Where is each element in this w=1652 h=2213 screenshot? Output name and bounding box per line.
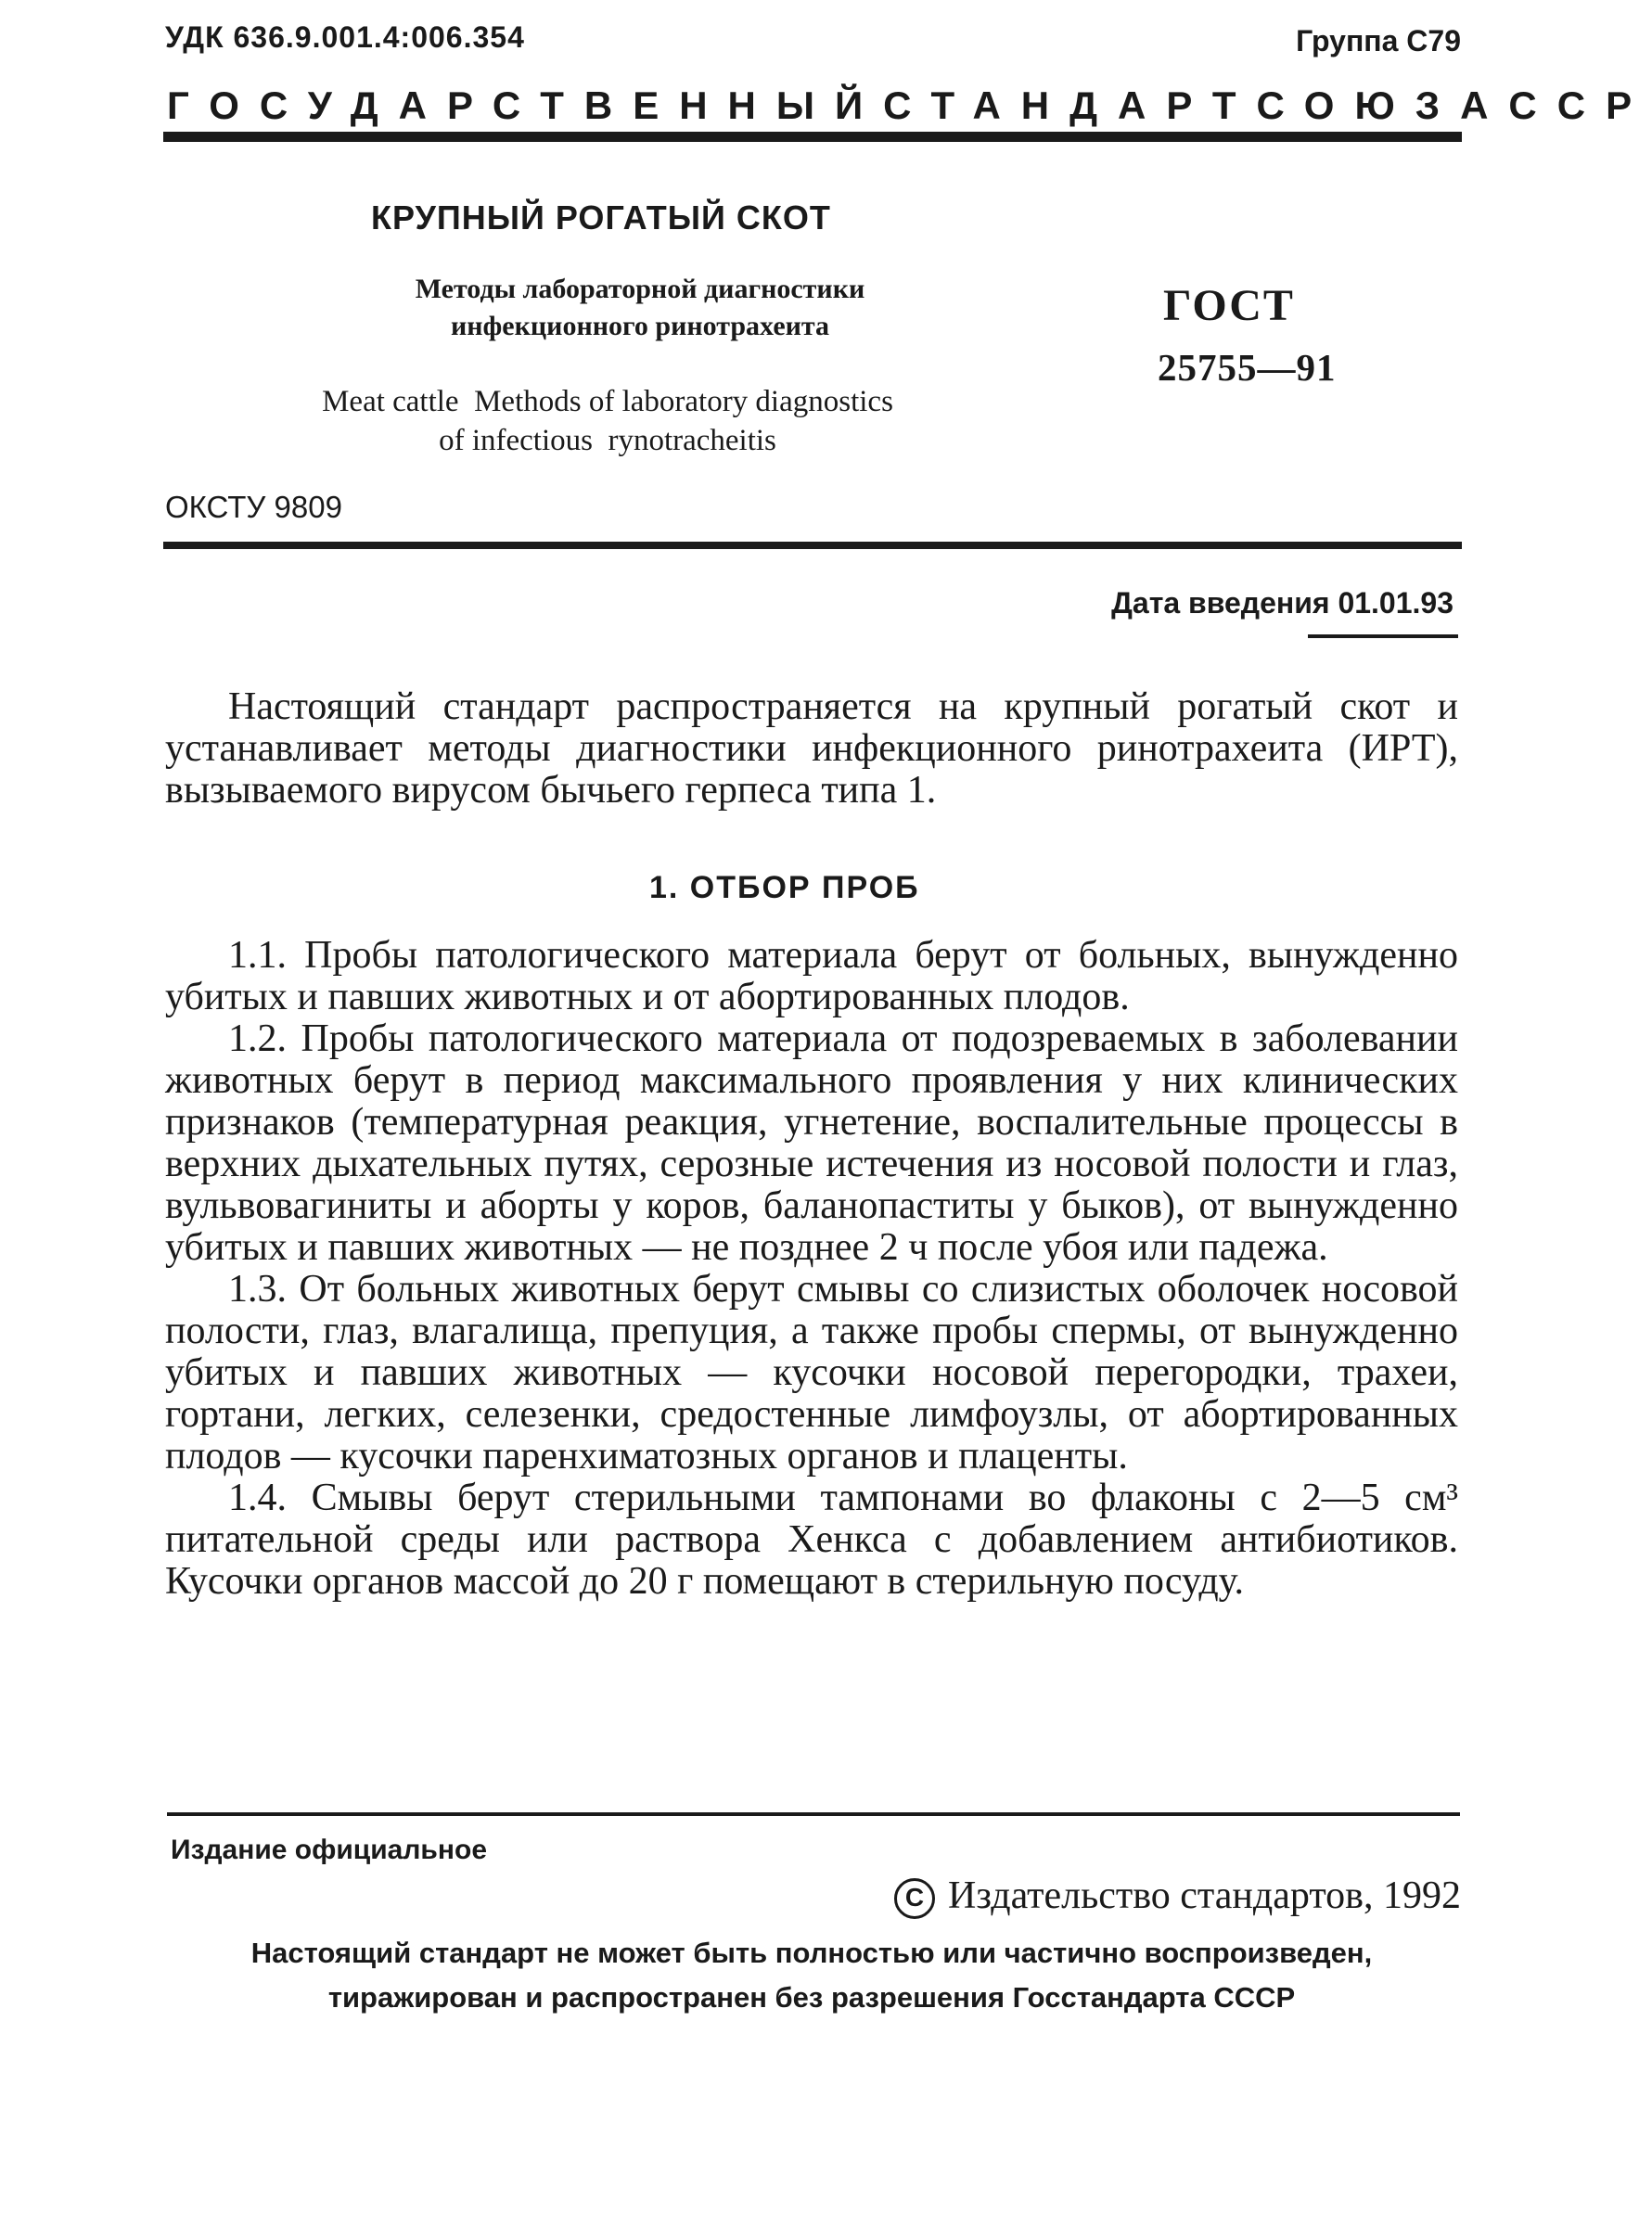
- section-paragraph: 1.1. Пробы патологического материала берут от больных, вынужденно убитых и павших животных и от абортированных плодов.: [165, 934, 1458, 1018]
- notice-line: Настоящий стандарт не может быть полностью или частично воспроизведен,: [250, 1937, 1373, 1969]
- subtitle-en-line: Meat cattle Methods of laboratory diagnostics: [322, 385, 893, 418]
- state-standard-word: СТАНДАРТ: [883, 83, 1257, 127]
- section-paragraph: 1.2. Пробы патологического материала от подозреваемых в заболевании животных берут в период максимального проявления у них клинических признаков (температурная реакция, угнетение, воспалительные процессы в верхних дыхательных путях, серозные истечения из носовой полости и глаз, вульвовагиниты и аборты у коров, баланопаститы у быков), от вынужденно убитых и павших животных — не позднее 2 ч после убоя или падежа.: [165, 1017, 1458, 1269]
- section-title: 1. ОТБОР ПРОБ: [649, 870, 920, 905]
- subtitle-russian: [278, 271, 1002, 345]
- copyright-text: Издательство стандартов, 1992: [948, 1874, 1461, 1917]
- state-standard-word: ГОСУДАРСТВЕННЫЙ: [167, 83, 884, 127]
- copyright-icon: C: [894, 1878, 935, 1919]
- state-standard-word: ССР: [1508, 83, 1652, 127]
- intro-paragraph-text: Настоящий стандарт распространяется на крупный рогатый скот и устанавливает методы диагностики инфекционного ринотрахеита (ИРТ), вызываемого вирусом бычьего герпеса типа 1.: [165, 685, 1458, 812]
- section-paragraph: 1.3. От больных животных берут смывы со слизистых оболочек носовой полости, глаз, влагалища, препуция, а также пробы спермы, от вынужденно убитых и павших животных — кусочки носовой перегородки, трахеи, гортани, легких, селезенки, средостенные лимфоузлы, от абортированных плодов — кусочки паренхиматозных органов и плаценты.: [165, 1268, 1458, 1477]
- header-rule: [163, 132, 1462, 142]
- official-edition-label: Издание официальное: [171, 1835, 488, 1865]
- gost-number: 25755—91: [1158, 346, 1337, 389]
- udc-code: УДК 636.9.001.4:006.354: [165, 20, 525, 54]
- state-standard-word: СОЮЗА: [1256, 83, 1509, 127]
- section-body: [165, 935, 1458, 1603]
- footer-rule: [167, 1812, 1460, 1816]
- introduction-date: Дата введения 01.01.93: [1111, 586, 1454, 620]
- subtitle-english: [232, 382, 983, 460]
- copyright-line: [894, 1874, 1461, 1919]
- document-title: КРУПНЫЙ РОГАТЫЙ СКОТ: [371, 198, 831, 237]
- subtitle-ru-line: Методы лабораторной диагностики: [415, 274, 865, 304]
- reproduction-notice: [158, 1931, 1466, 2020]
- intro-paragraph: [165, 686, 1458, 812]
- group-code: Группа С79: [1296, 24, 1461, 58]
- notice-line: тиражирован и распространен без разрешения Госстандарта СССР: [327, 1981, 1296, 2014]
- title-block-rule: [163, 542, 1462, 549]
- introduction-date-underline: [1308, 634, 1458, 638]
- subtitle-ru-line: инфекционного ринотрахеита: [450, 311, 830, 341]
- section-paragraph: 1.4. Смывы берут стерильными тампонами во флаконы с 2—5 см³ питательной среды или раствора Хенкса с добавлением антибиотиков. Кусочки органов массой до 20 г помещают в стерильную посуду.: [165, 1477, 1458, 1603]
- subtitle-en-line: of infectious rynotracheitis: [439, 424, 776, 457]
- okstu-code: ОКСТУ 9809: [165, 490, 342, 524]
- gost-label: ГОСТ: [1163, 281, 1295, 330]
- state-standard-heading: [167, 83, 1652, 128]
